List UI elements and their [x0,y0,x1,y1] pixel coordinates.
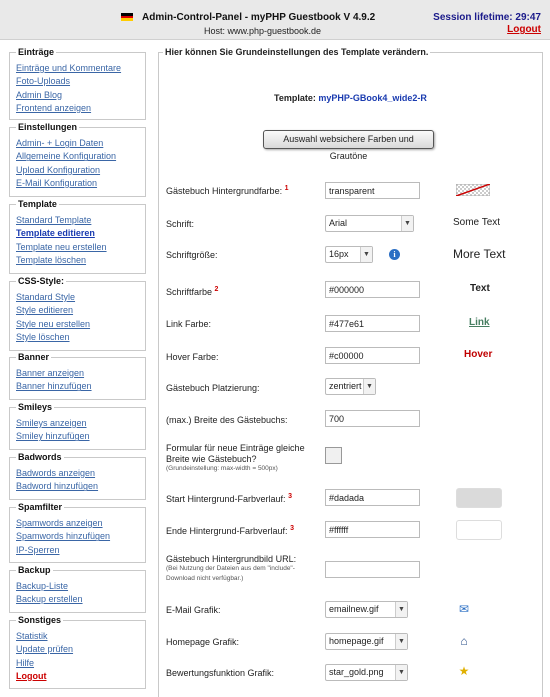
sidebar-section [9,565,146,613]
sidebar-section-title: Backup [18,565,51,575]
main-title: Hier können Sie Grundeinstellungen des Template verändern. [165,47,429,57]
same-width-label: Formular für neue Einträge gleiche Breite wie Gästebuch? (Grundeinstellung: max-width = 500px) [166,443,305,472]
sidebar-link[interactable]: Banner anzeigen [16,368,85,378]
sidebar-link[interactable]: Upload Konfiguration [16,164,101,175]
star-icon: ★ [458,664,470,678]
bg-image-input[interactable] [325,561,420,578]
template-label: Template: [274,93,316,103]
app-title: Admin-Control-Panel - myPHP Guestbook V 4.9.2 [142,12,376,23]
sidebar-link[interactable]: Badwords anzeigen [16,468,96,478]
font-size-preview: More Text [453,247,506,261]
sidebar-link[interactable]: Statistik [16,631,48,641]
hover-color-input[interactable]: #c00000 [325,347,420,364]
header [0,0,550,40]
bg-color-input[interactable]: transparent [325,182,420,199]
chevron-down-icon: ▼ [401,216,413,231]
sidebar-section-title: Banner [18,352,50,362]
sidebar-section-title: Spamfilter [18,502,63,512]
info-icon[interactable]: i [389,249,400,260]
email-icon-label: E-Mail Grafik: [166,605,221,615]
template-name: myPHP-GBook4_wide2-R [318,93,427,103]
text-color-preview: Text [470,283,490,294]
sidebar-link[interactable]: Spamwords hinzufügen [16,531,111,542]
header-logout-link[interactable]: Logout [507,24,541,35]
font-select[interactable]: Arial ▼ [325,215,414,232]
font-preview: Some Text [453,217,501,228]
homepage-icon-label: Homepage Grafik: [166,637,240,647]
rating-icon-label: Bewertungsfunktion Grafik: [166,668,275,678]
font-label: Schrift: [166,219,195,229]
sidebar-link[interactable]: Style editieren [16,305,74,316]
sidebar-section [9,452,146,500]
sidebar-link[interactable]: Allgemeine Konfiguration [16,151,117,162]
gradient-end-label: Ende Hintergrund-Farbverlauf: $^3$ [166,525,294,536]
bg-image-label: Gästebuch Hintergrundbild URL: (Bei Nutzung der Dateien aus dem "include"-Download nicht verfügbar.) [166,554,297,582]
sidebar-link[interactable]: Foto-Uploads [16,76,71,87]
sidebar-link[interactable]: Hilfe [16,657,35,668]
sidebar-link[interactable]: Admin Blog [16,89,63,100]
sidebar-section [9,502,146,563]
sidebar-section-title: CSS-Style: [18,276,65,286]
chevron-down-icon: ▼ [360,247,372,262]
sidebar-link[interactable]: Smiley hinzufügen [16,431,90,442]
sidebar-section-title: Sonstiges [18,615,62,625]
transparent-preview-icon [456,184,490,196]
sidebar-link[interactable]: Standard Style [16,292,76,302]
sidebar-section-title: Einstellungen [18,122,78,132]
sidebar-link[interactable]: Smileys anzeigen [16,418,87,428]
hover-color-label: Hover Farbe: [166,352,219,362]
sidebar-link[interactable]: Backup erstellen [16,594,83,605]
sidebar-link[interactable]: Backup-Liste [16,581,69,591]
main-panel [158,47,543,697]
chevron-down-icon: ▼ [395,634,407,649]
sidebar-link[interactable]: Style löschen [16,331,70,342]
sidebar-section-title: Smileys [18,402,53,412]
width-input[interactable]: 700 [325,410,420,427]
text-color-input[interactable]: #000000 [325,281,420,298]
email-icon-select[interactable]: emailnew.gif ▼ [325,601,408,618]
sidebar-link[interactable]: E-Mail Konfiguration [16,177,98,188]
sidebar-link[interactable]: Style neu erstellen [16,318,91,329]
websafe-colors-button[interactable]: Auswahl websichere Farben und Grautöne [263,130,434,149]
gradient-end-input[interactable]: #ffffff [325,521,420,538]
text-color-label: Schriftfarbe $^2$ [166,286,219,297]
session-lifetime: Session lifetime: 29:47 [433,12,541,23]
sidebar-link[interactable]: Template editieren [16,228,95,239]
link-color-input[interactable]: #477e61 [325,315,420,332]
sidebar-section-title: Template [18,199,57,209]
sidebar-section [9,122,146,197]
link-color-preview: Link [469,317,490,328]
sidebar-link[interactable]: Template neu erstellen [16,241,107,252]
font-size-label: Schriftgröße: [166,250,218,260]
sidebar-section [9,402,146,450]
sidebar-link[interactable]: Einträge und Kommentare [16,63,122,73]
chevron-down-icon: ▼ [363,379,375,394]
sidebar-section [9,352,146,400]
link-color-label: Link Farbe: [166,319,212,329]
sidebar-section-title: Badwords [18,452,62,462]
chevron-down-icon: ▼ [395,665,407,680]
sidebar-link[interactable]: Template löschen [16,254,87,265]
homepage-icon-select[interactable]: homepage.gif ▼ [325,633,408,650]
sidebar-link[interactable]: Admin- + Login Daten [16,138,104,148]
sidebar-link[interactable]: Banner hinzufügen [16,381,92,392]
home-icon: ⌂ [460,634,468,648]
sidebar-link[interactable]: IP-Sperren [16,544,60,555]
gradient-start-input[interactable]: #dadada [325,489,420,506]
sidebar-link[interactable]: Logout [16,670,47,681]
host-label: Host: www.php-guestbook.de [204,26,322,36]
sidebar-section [9,47,146,120]
sidebar-link[interactable]: Spamwords anzeigen [16,518,103,528]
width-label: (max.) Breite des Gästebuchs: [166,415,288,425]
sidebar-section-title: Einträge [18,47,55,57]
rating-icon-select[interactable]: star_gold.png ▼ [325,664,408,681]
alignment-select[interactable]: zentriert ▼ [325,378,376,395]
sidebar-link[interactable]: Update prüfen [16,644,74,655]
template-info [274,93,427,103]
gradient-end-swatch [456,520,502,540]
chevron-down-icon: ▼ [395,602,407,617]
sidebar-section [9,276,146,351]
sidebar-link[interactable]: Frontend anzeigen [16,102,92,113]
german-flag-icon [121,13,133,21]
sidebar-section [9,615,146,689]
email-icon: ✉ [458,602,470,616]
bg-color-label: Gästebuch Hintergrundfarbe: $^1$ [166,185,289,196]
sidebar-link[interactable]: Badword hinzufügen [16,481,99,492]
gradient-start-label: Start Hintergrund-Farbverlauf: $^3$ [166,493,292,504]
hover-color-preview: Hover [464,349,493,360]
sidebar-link[interactable]: Standard Template [16,215,92,225]
font-size-select[interactable]: 16px ▼ [325,246,373,263]
sidebar-section [9,199,146,274]
same-width-checkbox[interactable] [325,447,342,464]
gradient-start-swatch [456,488,502,508]
alignment-label: Gästebuch Platzierung: [166,383,260,393]
